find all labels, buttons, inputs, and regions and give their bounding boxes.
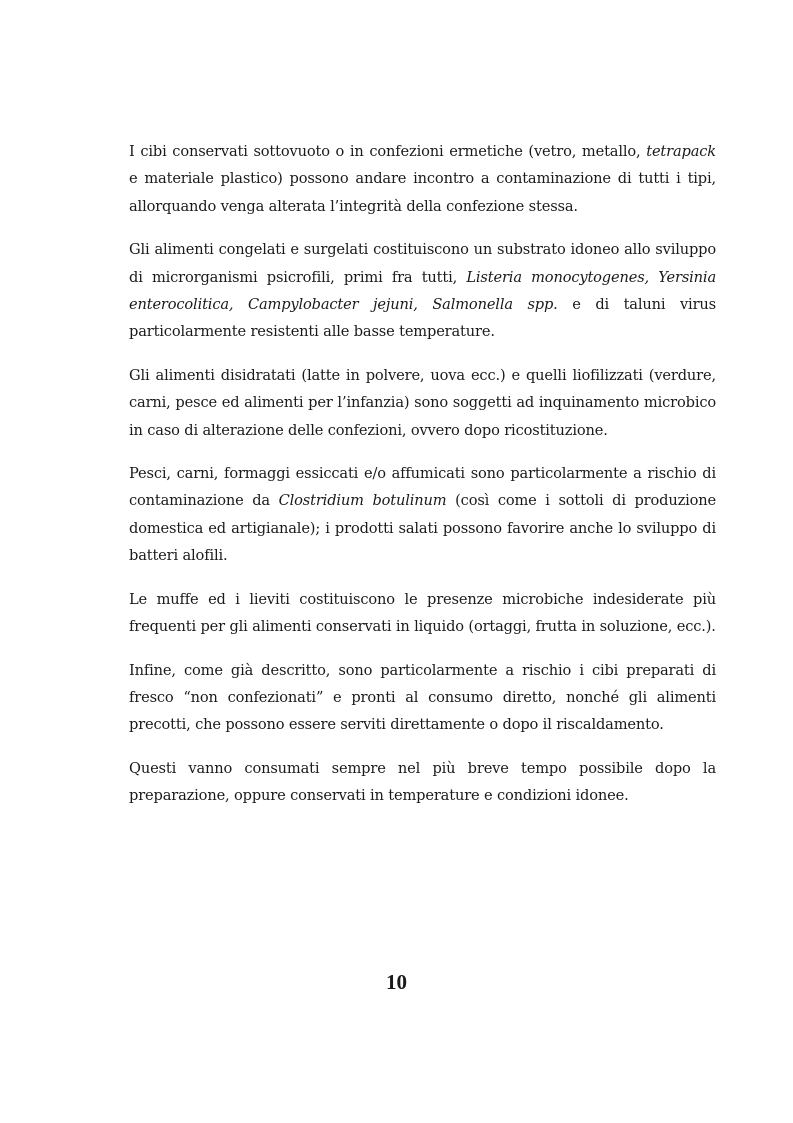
italic-term: tetrapack [646, 143, 716, 160]
paragraph-molds-yeasts [129, 586, 716, 641]
paragraph-text: e di taluni virus particolarmente resistenti alle basse temperature. [129, 296, 716, 341]
paragraph-text: I cibi conservati sottovuoto o in confezioni ermetiche (vetro, metallo, [129, 143, 647, 160]
page-number: 10 [386, 970, 407, 994]
paragraph-dried-smoked-foods [129, 460, 716, 570]
paragraph-dehydrated-foods [129, 362, 716, 444]
paragraph-sealed-packaging [129, 138, 716, 220]
paragraph-text: Infine, come già descritto, sono particolarmente a rischio i cibi preparati di fresco “non confezionati” e pronti al consumo diretto, nonché gli alimenti precotti, che possono essere serviti direttamente o dopo il riscaldamento. [129, 661, 716, 734]
paragraph-fresh-foods [129, 657, 716, 739]
italic-term: Listeria monocytogenes, Yersinia enterocolitica, Campylobacter jejuni, Salmonella spp. [129, 268, 716, 314]
paragraph-consumption-advice [129, 755, 716, 810]
italic-term: Clostridium botulinum [278, 492, 447, 510]
paragraph-text: Questi vanno consumati sempre nel più breve tempo possibile dopo la preparazione, oppure conservati in temperature e condizioni idonee. [129, 759, 716, 805]
paragraph-text: Gli alimenti congelati e surgelati costituiscono un substrato idoneo allo sviluppo di microrganismi psicrofili, primi fra tutti, [129, 241, 716, 286]
paragraph-text: (così come i sottoli di produzione domestica ed artigianale); i prodotti salati possono favorire anche lo sviluppo di batteri alofili. [129, 492, 717, 565]
paragraph-frozen-foods [129, 236, 716, 346]
paragraph-text: Gli alimenti disidratati (latte in polvere, uova ecc.) e quelli liofilizzati (verdure, carni, pesce ed alimenti per l’infanzia) sono soggetti ad inquinamento microbico in caso di alterazione delle confezioni, ovvero dopo ricostituzione. [129, 366, 716, 439]
paragraph-text: Le muffe ed i lieviti costituiscono le presenze microbiche indesiderate più frequenti per gli alimenti conservati in liquido (ortaggi, frutta in soluzione, ecc.). [129, 590, 716, 636]
paragraph-text: e materiale plastico) possono andare incontro a contaminazione di tutti i tipi, allorquando venga alterata l’integrità della confezione stessa. [129, 170, 716, 215]
paragraph-text: Pesci, carni, formaggi essiccati e/o affumicati sono particolarmente a rischio di contaminazione da [129, 465, 716, 510]
document-body [129, 138, 716, 826]
